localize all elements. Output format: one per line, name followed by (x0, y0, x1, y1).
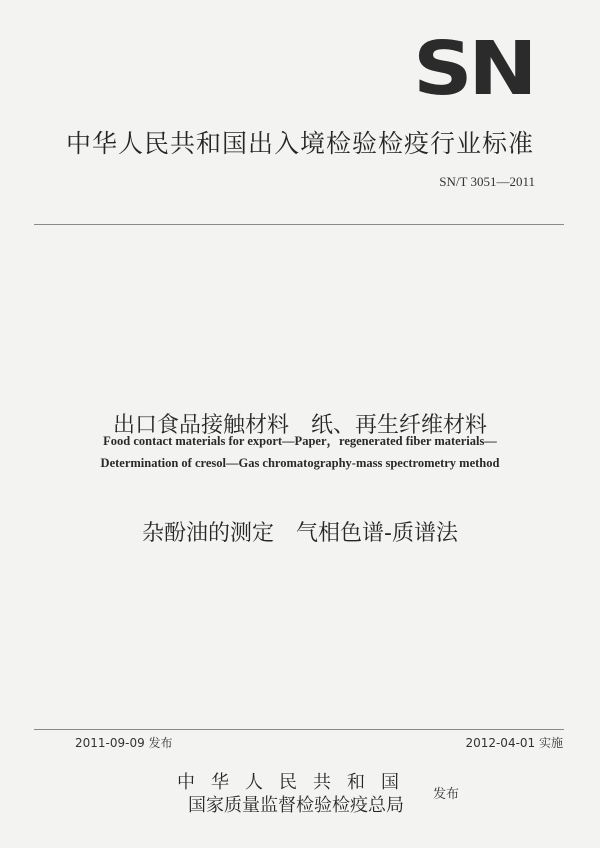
bottom-divider (34, 729, 564, 730)
english-title (0, 430, 600, 474)
sn-logo: SN (413, 26, 534, 112)
issuer-line-1: 中华人民共和国 (177, 772, 415, 793)
issue-label: 发布 (433, 787, 460, 802)
standard-code: SN/T 3051—2011 (439, 174, 535, 189)
english-title-line-1: Food contact materials for export—Paper，regenerated fiber materials— (103, 434, 497, 448)
english-title-line-2: Determination of cresol—Gas chromatography-mass spectrometry method (100, 456, 500, 470)
chinese-title-line-2: 杂酚油的测定 气相色谱-质谱法 (142, 521, 458, 546)
issuing-authority (167, 771, 425, 817)
issuer-line-2: 国家质量监督检验检疫总局 (188, 795, 404, 816)
issue-date: 2011-09-09 发布 (75, 736, 173, 750)
chinese-title-line-1: 出口食品接触材料 纸、再生纤维材料 (112, 413, 487, 438)
implementation-date: 2012-04-01 实施 (465, 736, 563, 750)
standard-category-title: 中华人民共和国出入境检验检疫行业标准 (65, 129, 534, 158)
top-divider (34, 224, 564, 225)
